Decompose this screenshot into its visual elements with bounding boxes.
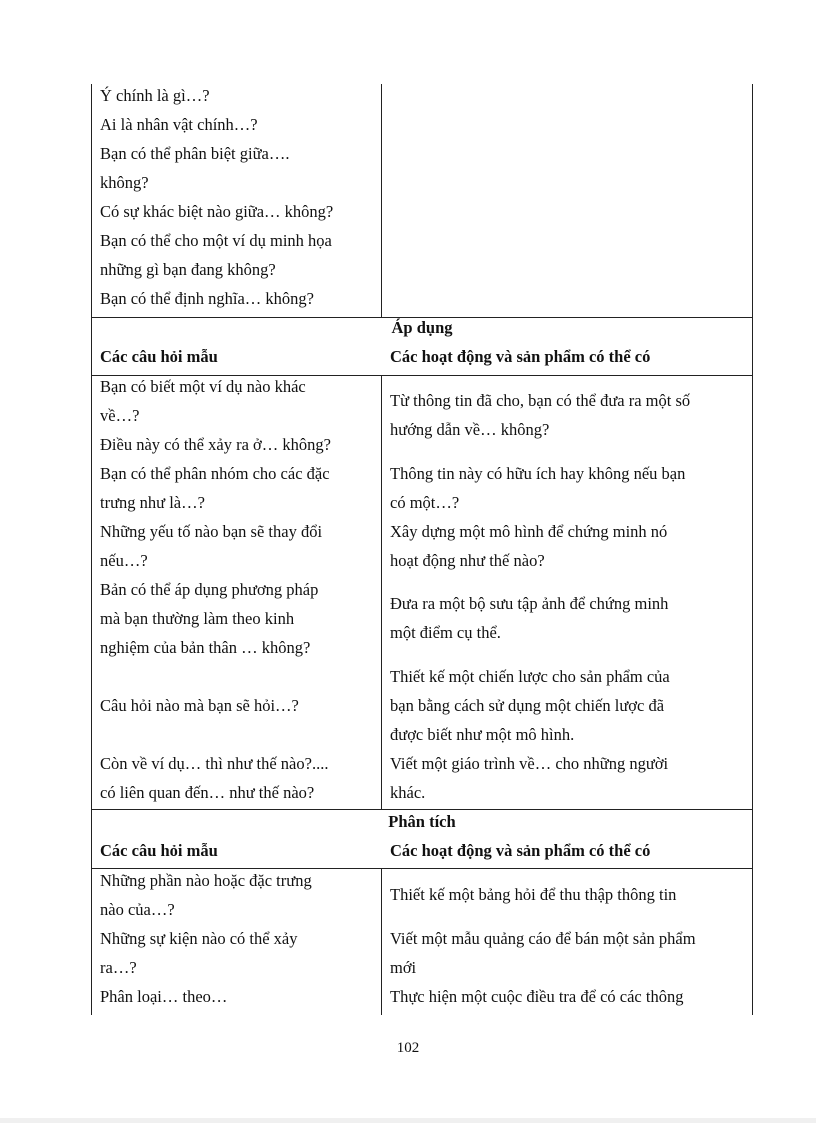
activity-line: hướng dẫn về… không? [390, 420, 550, 439]
activity-line: được biết như một mô hình. [390, 725, 575, 744]
table-border-left [91, 84, 92, 1015]
left-column-header: Các câu hỏi mẫu [100, 841, 218, 860]
activity-line: Thiết kế một bảng hỏi để thu thập thông tin [390, 885, 677, 904]
question-line: có liên quan đến… như thế nào? [100, 783, 315, 802]
question-line: Có sự khác biệt nào giữa… không? [100, 202, 334, 221]
question-line: Phân loại… theo… [100, 987, 228, 1006]
question-line: Những yếu tố nào bạn sẽ thay đổi [100, 522, 323, 541]
question-line: Những sự kiện nào có thể xảy [100, 929, 298, 948]
question-line: Bạn có thể cho một ví dụ minh họa [100, 231, 332, 250]
activity-line: bạn bằng cách sử dụng một chiến lược đã [390, 696, 665, 715]
page-number: 102 [396, 1040, 420, 1056]
activity-line: Viết một mẫu quảng cáo để bán một sản phẩm [390, 929, 696, 948]
right-column-header: Các hoạt động và sản phẩm có thể có [390, 347, 651, 366]
question-line: Bạn có biết một ví dụ nào khác [100, 377, 306, 396]
question-line: Bạn có thể phân biệt giữa…. [100, 144, 290, 163]
question-line: nếu…? [100, 551, 148, 570]
activity-line: Từ thông tin đã cho, bạn có thể đưa ra một số [390, 391, 691, 410]
table-border-right [752, 84, 753, 1015]
row-divider [91, 809, 753, 810]
activity-line: Thực hiện một cuộc điều tra để có các thông [390, 987, 684, 1006]
question-line: về…? [100, 406, 140, 425]
activity-line: có một…? [390, 493, 460, 512]
question-line: Còn về ví dụ… thì như thế nào?.... [100, 754, 329, 773]
activity-line: Đưa ra một bộ sưu tập ảnh để chứng minh [390, 594, 669, 613]
activity-line: khác. [390, 783, 426, 802]
question-line: Điều này có thể xảy ra ở… không? [100, 435, 331, 454]
question-line: Ý chính là gì…? [100, 86, 210, 105]
row-divider [91, 868, 753, 869]
question-line: ra…? [100, 958, 137, 977]
question-line: không? [100, 173, 149, 192]
activity-line: hoạt động như thế nào? [390, 551, 545, 570]
activity-line: mới [390, 958, 417, 977]
activity-line: Thiết kế một chiến lược cho sản phẩm của [390, 667, 670, 686]
question-line: mà bạn thường làm theo kinh [100, 609, 295, 628]
question-line: những gì bạn đang không? [100, 260, 276, 279]
activity-line: Viết một giáo trình về… cho những người [390, 754, 669, 773]
activity-line: Thông tin này có hữu ích hay không nếu bạn [390, 464, 686, 483]
question-line: Ai là nhân vật chính…? [100, 115, 258, 134]
question-line: Bạn có thể phân nhóm cho các đặc [100, 464, 330, 483]
activity-line: Xây dựng một mô hình để chứng minh nó [390, 522, 668, 541]
column-divider [381, 375, 382, 809]
activity-line: một điểm cụ thể. [390, 623, 501, 642]
question-line: trưng như là…? [100, 493, 205, 512]
section-title-phan-tich: Phân tích [388, 812, 456, 831]
question-line: Câu hỏi nào mà bạn sẽ hỏi…? [100, 696, 299, 715]
column-divider [381, 84, 382, 317]
question-line: Bạn có thể định nghĩa… không? [100, 289, 315, 308]
question-line: Bản có thể áp dụng phương pháp [100, 580, 319, 599]
question-line: nào của…? [100, 900, 175, 919]
section-title-ap-dung: Áp dụng [391, 318, 453, 337]
right-column-header: Các hoạt động và sản phẩm có thể có [390, 841, 651, 860]
page-bottom-edge [0, 1118, 816, 1123]
column-divider [381, 868, 382, 1015]
left-column-header: Các câu hỏi mẫu [100, 347, 218, 366]
question-line: nghiệm của bản thân … không? [100, 638, 311, 657]
question-line: Những phần nào hoặc đặc trưng [100, 871, 312, 890]
row-divider [91, 375, 753, 376]
